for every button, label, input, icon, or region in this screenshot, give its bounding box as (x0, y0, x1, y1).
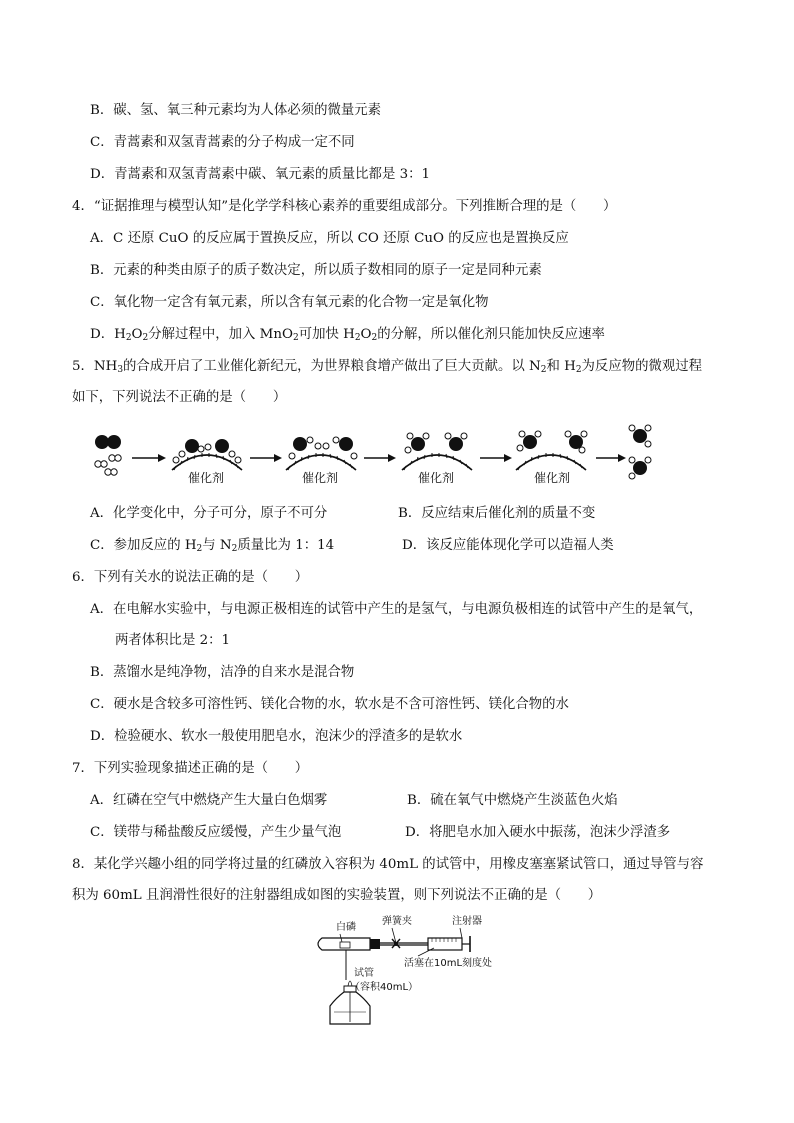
q3-option-d: D．青蒿素和双氢青蒿素中碳、氧元素的质量比都是 3：1 (90, 167, 431, 182)
catalyst-label-3: 催化剂 (418, 471, 455, 485)
q5-option-c: C．参加反应的 $H_2$与 $N_2$质量比为 1：14 (90, 538, 335, 554)
q6-option-c: C．硬水是含较多可溶性钙、镁化合物的水，软水是不含可溶性钙、镁化合物的水 (90, 697, 569, 712)
q5-stem-line1: 5．$NH_3$的合成开启了工业催化新纪元，为世界粮食增产做出了巨大贡献。以 $N_2$和 $H_2$为反应物的微观过程 (72, 359, 703, 375)
q3-option-c: C．青蒿素和双氢青蒿素的分子构成一定不同 (90, 135, 355, 150)
stage-4-recombination (402, 433, 472, 485)
label-test-tube: 试管 (354, 968, 374, 979)
q8-apparatus-svg (300, 912, 500, 1030)
q7-option-d: D．将肥皂水加入硬水中振荡，泡沫少浮渣多 (405, 825, 671, 840)
q6-option-a-line2: 两者体积比是 2：1 (115, 633, 231, 648)
q4-option-c: C．氧化物一定含有氧元素，所以含有氧元素的化合物一定是氧化物 (90, 295, 489, 310)
label-plunger-note: 活塞在10mL刻度处 (404, 958, 493, 969)
q4-option-b: B．元素的种类由原子的质子数决定，所以质子数相同的原子一定是同种元素 (90, 263, 542, 278)
stage-3-dissociation (286, 437, 357, 485)
q8-apparatus-diagram (300, 912, 500, 1030)
arrow-4 (480, 454, 512, 462)
rubber-stopper (370, 939, 380, 949)
stage-2-adsorption (172, 439, 242, 485)
q6-option-a-line1: A．在电解水实验中，与电源正极相连的试管中产生的是氢气，与电源负极相连的试管中产生的是氧气， (90, 602, 703, 617)
arrow-2 (250, 454, 282, 462)
stage-6-products (629, 425, 651, 479)
q6-stem: 6．下列有关水的说法正确的是（ ） (72, 570, 309, 585)
q7-option-a: A．红磷在空气中燃烧产生大量白色烟雾 (90, 793, 328, 808)
q4-stem: 4．“证据推理与模型认知”是化学学科核心素养的重要组成部分。下列推断合理的是（ ） (72, 199, 617, 214)
stage-5-desorption (516, 431, 587, 485)
label-syringe: 注射器 (452, 916, 482, 927)
q8-stem-line2: 积为 60mL 且润滑性很好的注射器组成如图的实验装置，则下列说法不正确的是（ ） (72, 888, 602, 903)
label-spring-clip: 弹簧夹 (382, 916, 412, 927)
q5-option-d: D．该反应能体现化学可以造福人类 (402, 538, 614, 553)
syringe (418, 928, 470, 956)
q5-option-b: B．反应结束后催化剂的质量不变 (398, 506, 596, 521)
stage-1-reactants (95, 435, 121, 475)
q5-reaction-diagram (88, 420, 658, 490)
catalyst-label-1: 催化剂 (188, 471, 225, 485)
q4-option-d: D．$H_2O_2$分解过程中，加入 MnO$_2$可加快 $H_2O_2$的分解，所以催化剂只能加快反应速率 (90, 327, 605, 343)
q7-option-c: C．镁带与稀盐酸反应缓慢，产生少量气泡 (90, 825, 342, 840)
q5-reaction-svg (88, 420, 658, 490)
catalyst-label-4: 催化剂 (534, 471, 571, 485)
arrow-1 (132, 454, 166, 462)
arrow-3 (364, 454, 396, 462)
test-tube (318, 934, 370, 950)
q5-stem-line2: 如下，下列说法不正确的是（ ） (72, 390, 287, 405)
q7-stem: 7．下列实验现象描述正确的是（ ） (72, 761, 309, 776)
catalyst-label-2: 催化剂 (302, 471, 339, 485)
q6-option-b: B．蒸馏水是纯净物，洁净的自来水是混合物 (90, 665, 355, 680)
q7-option-b: B．硫在氧气中燃烧产生淡蓝色火焰 (407, 793, 618, 808)
q3-option-b: B．碳、氢、氧三种元素均为人体必须的微量元素 (90, 103, 382, 118)
label-volume-note: （容积40mL） (350, 982, 419, 993)
q6-option-d: D．检验硬水、软水一般使用肥皂水，泡沫少的浮渣多的是软水 (90, 729, 463, 744)
q5-option-a: A．化学变化中，分子可分，原子不可分 (90, 506, 328, 521)
arrow-5 (596, 454, 626, 462)
q8-stem-line1: 8．某化学兴趣小组的同学将过量的红磷放入容积为 40mL 的试管中，用橡皮塞塞紧试管口，通过导管与容 (72, 857, 704, 872)
q4-option-a: A．C 还原 CuO 的反应属于置换反应，所以 CO 还原 CuO 的反应也是置换反应 (90, 231, 569, 246)
label-white-phosphorus: 白磷 (336, 922, 356, 933)
